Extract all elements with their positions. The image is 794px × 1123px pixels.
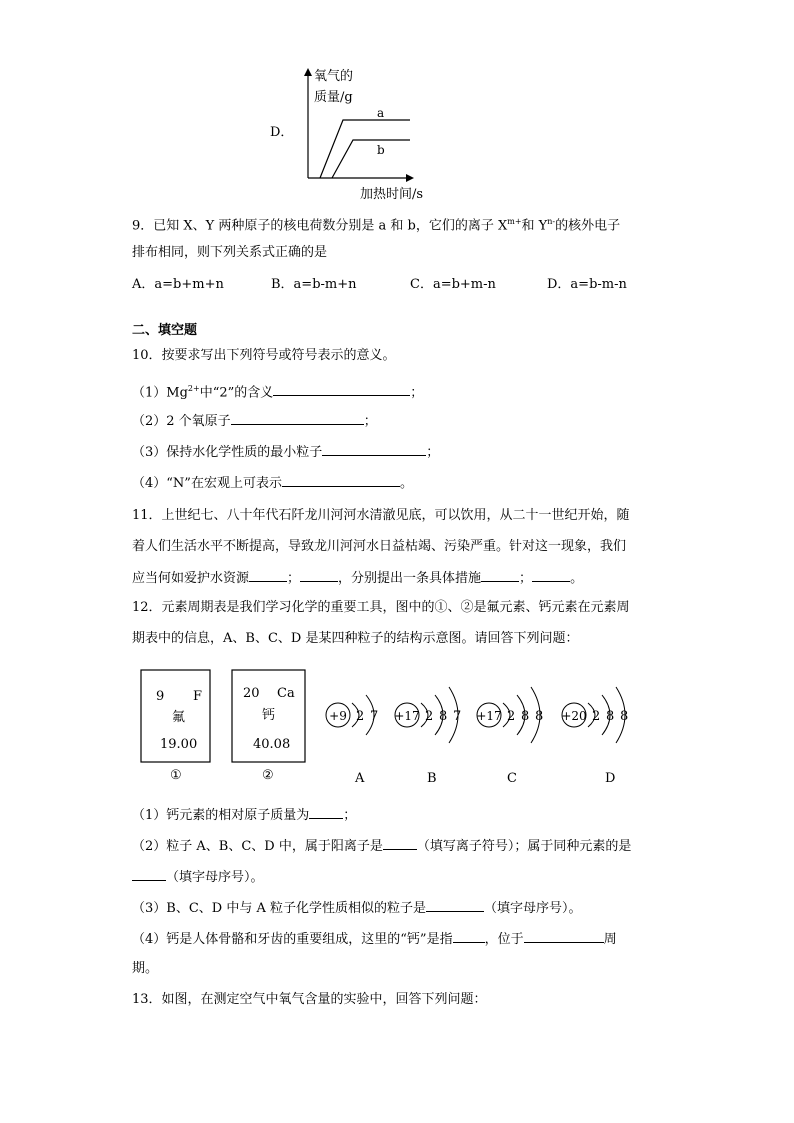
oxygen-mass-graph (280, 62, 430, 202)
q12-line2: 期表中的信息，A、B、C、D 是某四种粒子的结构示意图。请回答下列问题： (132, 631, 579, 646)
answer-blank[interactable] (524, 929, 604, 943)
element-figure (130, 660, 650, 790)
q11-text: ； (519, 571, 533, 586)
atom-label: D (605, 771, 616, 786)
q12-sub1 (132, 805, 356, 825)
nuclear-charge: +20 (561, 709, 587, 723)
q9-option-c: C．a=b+m-n (410, 277, 496, 292)
q9-text: 9．已知 X、Y 两种原子的核电荷数分别是 a 和 b，它们的离子 X (132, 218, 508, 234)
answer-blank[interactable] (282, 473, 400, 487)
atom-diagram-B (394, 687, 461, 786)
q12-text: （填字母序号）。 (166, 870, 264, 885)
atom-label: C (507, 771, 517, 786)
nuclear-charge: +17 (476, 709, 502, 723)
element-name: 氟 (172, 710, 186, 725)
figure-label: ② (262, 768, 274, 783)
q12-sub4 (132, 929, 617, 949)
answer-blank[interactable] (383, 836, 417, 850)
nuclear-charge: +9 (329, 709, 347, 723)
q12-line1: 12．元素周期表是我们学习化学的重要工具，图中的①、②是氟元素、钙元素在元素周 (132, 600, 630, 615)
electron-count: 2 (425, 709, 434, 724)
x-charge: m+ (507, 217, 522, 226)
line-a (320, 120, 410, 178)
q12-text: ，位于 (484, 932, 524, 947)
option-d-label: D． (270, 125, 294, 140)
electron-count: 2 (507, 709, 516, 724)
x-axis-arrow (406, 174, 414, 182)
y-charge: n- (547, 217, 556, 226)
atomic-mass: 19.00 (160, 737, 198, 752)
line-b (332, 140, 410, 178)
q10-text: ； (426, 445, 440, 460)
atom-label: B (427, 771, 437, 786)
q11-line3 (132, 568, 583, 588)
q13-stem: 13．如图，在测定空气中氧气含量的实验中，回答下列问题： (132, 992, 487, 1007)
q11-text: 应当何如爱护水资源 (132, 571, 250, 586)
atomic-number: 9 (156, 689, 165, 704)
atomic-number: 20 (243, 686, 260, 701)
q9-option-b: B．a=b-m+n (271, 277, 357, 292)
figure-label: ① (170, 768, 182, 783)
answer-blank[interactable] (481, 568, 519, 582)
q10-text: （3）保持水化学性质的最小粒子 (132, 445, 323, 460)
element-name: 钙 (262, 708, 276, 723)
q12-text: （2）粒子 A、B、C、D 中，属于阳离子是 (132, 839, 383, 854)
q12-text: ； (343, 808, 357, 823)
q12-text: （4）钙是人体骨骼和牙齿的重要组成，这里的“钙”是指 (132, 932, 453, 947)
answer-blank[interactable] (132, 867, 166, 881)
q12-sub4-cont: 期。 (132, 961, 159, 976)
line-a-label: a (377, 106, 385, 120)
q9-text: 和 Y (521, 218, 548, 234)
answer-blank[interactable] (273, 382, 410, 396)
q10-text: （2）2 个氧原子 (132, 414, 231, 429)
q11-text: 。 (570, 571, 584, 586)
answer-blank[interactable] (322, 442, 426, 456)
electron-count: 8 (606, 709, 615, 724)
q12-sub3 (132, 898, 582, 918)
q12-text: （填字母序号）。 (483, 901, 582, 916)
y-label-2: 质量/g (314, 90, 353, 105)
q11-text: ； (287, 571, 301, 586)
q9-stem-line1 (132, 213, 620, 235)
answer-blank[interactable] (426, 898, 484, 912)
mg-charge: 2+ (187, 384, 200, 393)
q12-text: （3）B、C、D 中与 A 粒子化学性质相似的粒子是 (132, 901, 426, 916)
q11-text: ，分别提出一条具体措施 (338, 571, 482, 586)
q10-text: ； (410, 385, 424, 401)
answer-blank[interactable] (249, 568, 287, 582)
atom-diagram-A (326, 695, 378, 786)
q12-sub2 (132, 836, 631, 856)
element-symbol: F (193, 689, 203, 704)
q10-part1 (132, 380, 423, 402)
section-title: 二、填空题 (132, 323, 198, 338)
element-card-calcium (232, 670, 305, 783)
y-label-1: 氧气的 (314, 69, 354, 84)
q10-part4 (132, 473, 413, 493)
q12-text: 周 (603, 932, 617, 947)
q12-text: （1）钙元素的相对原子质量为 (132, 808, 310, 823)
element-symbol: Ca (277, 686, 295, 701)
atomic-mass: 40.08 (253, 737, 291, 752)
electron-count: 8 (535, 709, 544, 724)
q12-sub2-cont (132, 867, 264, 887)
atom-diagram-C (476, 687, 543, 786)
q11-line2: 着人们生活水平不断提高，导致龙川河河水日益枯竭、污染严重。针对这一现象，我们 (132, 539, 627, 554)
nuclear-charge: +17 (394, 709, 420, 723)
electron-count: 2 (592, 709, 601, 724)
answer-blank[interactable] (532, 568, 570, 582)
y-axis-arrow (304, 68, 312, 76)
q11-line1: 11．上世纪七、八十年代石阡龙川河河水清澈见底，可以饮用，从二十一世纪开始，随 (132, 508, 630, 523)
answer-blank[interactable] (300, 568, 338, 582)
answer-blank[interactable] (231, 411, 364, 425)
answer-blank[interactable] (309, 805, 343, 819)
q10-part2 (132, 411, 377, 431)
q10-stem: 10．按要求写出下列符号或符号表示的意义。 (132, 348, 396, 363)
q10-text: 中“2”的含义 (199, 385, 274, 401)
element-card-fluorine (141, 670, 210, 783)
atom-label: A (355, 771, 365, 786)
electron-count: 7 (453, 709, 462, 724)
electron-count: 7 (370, 709, 379, 724)
electron-count: 8 (521, 709, 530, 724)
answer-blank[interactable] (453, 929, 485, 943)
electron-count: 8 (620, 709, 629, 724)
q10-text: （1）Mg (132, 385, 188, 401)
atom-diagram-D (561, 687, 628, 786)
electron-count: 2 (356, 709, 365, 724)
q9-stem-line2: 排布相同，则下列关系式正确的是 (132, 245, 328, 260)
q9-option-a: A．a=b+m+n (132, 277, 224, 292)
q10-text: 。 (399, 476, 413, 491)
q9-option-d: D．a=b-m-n (547, 277, 627, 292)
q10-text: （4）“N”在宏观上可表示 (132, 476, 282, 491)
q10-part3 (132, 442, 439, 462)
q9-text: 的核外电子 (555, 218, 621, 234)
line-b-label: b (377, 143, 385, 157)
q10-text: ； (363, 414, 377, 429)
x-label: 加热时间/s (360, 187, 424, 202)
electron-count: 8 (439, 709, 448, 724)
q12-text: （填写离子符号）；属于同种元素的是 (416, 839, 632, 854)
